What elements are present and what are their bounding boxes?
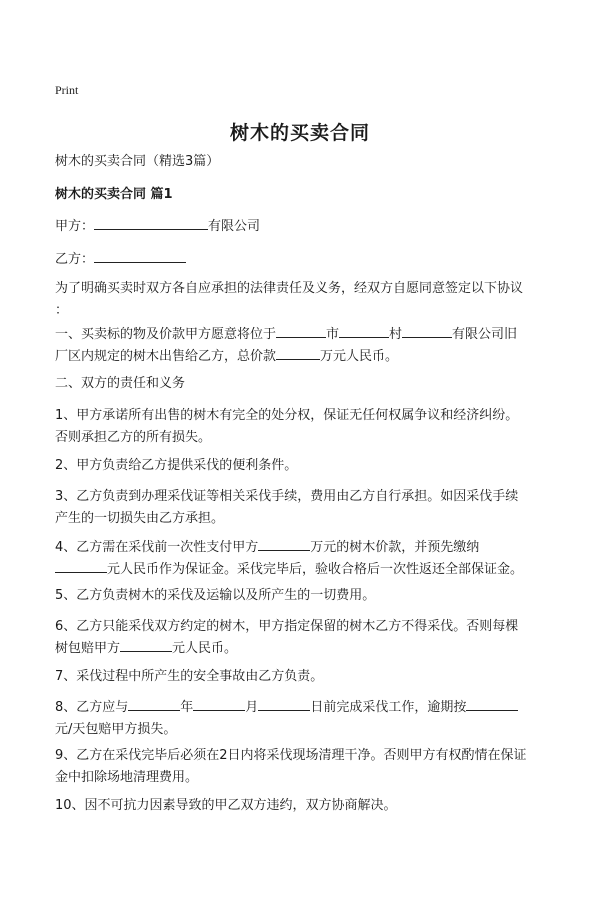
total-price-blank (276, 346, 320, 360)
item-8 (55, 697, 550, 741)
item-3-line-2: 产生的一切损失由乙方承担。 (55, 511, 225, 526)
document-subtitle: 树木的买卖合同（精选3篇） (55, 154, 220, 169)
item-9-line-1: 9、乙方在采伐完毕后必须在2日内将采伐现场清理干净。否则甲方有权酌情在保证 (55, 748, 527, 763)
item-8-line-1 (55, 697, 550, 719)
compensation-blank (120, 638, 172, 652)
party-a-blank (94, 216, 208, 230)
item-4-line-1 (55, 537, 550, 559)
party-a-label: 甲方： (55, 219, 95, 234)
party-b-line (55, 248, 550, 271)
clause-one-text-6: 万元人民币。 (320, 349, 399, 364)
village-blank (339, 324, 389, 338)
company-blank (402, 324, 452, 338)
item-9 (55, 745, 550, 789)
clause-one-text-2: 市 (326, 327, 340, 342)
item-2: 2、甲方负责给乙方提供采伐的便利条件。 (55, 458, 298, 473)
intro-line-1: 为了明确买卖时双方各自应承担的法律责任及义务，经双方自愿同意签定以下协议 (55, 281, 524, 296)
item-8-text-3: 月 (245, 700, 259, 715)
clause-one-text-5: 厂区内规定的树木出售给乙方，总价款 (55, 349, 277, 364)
item-3 (55, 486, 550, 530)
item-6-line-1: 6、乙方只能采伐双方约定的树木，甲方指定保留的树木乙方不得采伐。否则每棵 (55, 619, 519, 634)
item-6-text-2: 元人民币。 (172, 641, 238, 656)
clause-one-text-1: 一、买卖标的物及价款甲方愿意将位于 (55, 327, 277, 342)
item-4-line-2 (55, 559, 550, 581)
intro-paragraph (55, 278, 550, 322)
item-6-text-1: 树包赔甲方 (55, 641, 121, 656)
item-7: 7、采伐过程中所产生的安全事故由乙方负责。 (55, 669, 324, 684)
item-9-line-2: 金中扣除场地清理费用。 (55, 770, 199, 785)
item-3-line-1: 3、乙方负责到办理采伐证等相关采伐手续，费用由乙方自行承担。如因采伐手续 (55, 489, 519, 504)
clause-one-paragraph (55, 324, 550, 368)
item-8-line-2: 元/天包赔甲方损失。 (55, 722, 177, 737)
item-6-line-2 (55, 638, 550, 660)
party-b-label: 乙方： (55, 252, 95, 267)
item-8-text-1: 8、乙方应与 (55, 700, 129, 715)
item-4-text-1: 4、乙方需在采伐前一次性支付甲方 (55, 540, 259, 555)
item-8-text-2: 年 (180, 700, 194, 715)
item-6 (55, 616, 550, 660)
clause-one-line-1 (55, 324, 550, 346)
day-blank (258, 697, 310, 711)
tree-price-blank (258, 537, 310, 551)
clause-one-text-4: 有限公司旧 (452, 327, 518, 342)
item-10: 10、因不可抗力因素导致的甲乙双方违约，双方协商解决。 (55, 798, 397, 813)
intro-line-2: ： (55, 303, 69, 318)
item-1-line-2: 否则承担乙方的所有损失。 (55, 430, 212, 445)
item-4-text-2: 万元的树木价款，并预先缴纳 (310, 540, 480, 555)
section-heading: 树木的买卖合同 篇1 (55, 187, 173, 202)
document-title: 树木的买卖合同 (229, 122, 370, 144)
clause-one-line-2 (55, 346, 550, 368)
city-blank (276, 324, 326, 338)
item-1 (55, 405, 550, 449)
daily-penalty-blank (466, 697, 518, 711)
party-a-line (55, 215, 550, 238)
item-4 (55, 537, 550, 581)
party-a-suffix: 有限公司 (208, 219, 261, 234)
print-label: Print (55, 83, 79, 97)
party-b-blank (94, 249, 186, 263)
deposit-blank (55, 559, 107, 573)
item-1-line-1: 1、甲方承诺所有出售的树木有完全的处分权，保证无任何权属争议和经济纠纷。 (55, 408, 519, 423)
clause-one-text-3: 村 (389, 327, 403, 342)
clause-two-heading: 二、双方的责任和义务 (55, 376, 186, 391)
month-blank (193, 697, 245, 711)
item-8-text-4: 日前完成采伐工作，逾期按 (310, 700, 467, 715)
item-4-text-3: 元人民币作为保证金。采伐完毕后，验收合格后一次性返还全部保证金。 (107, 562, 524, 577)
item-5: 5、乙方负责树木的采伐及运输以及所产生的一切费用。 (55, 588, 376, 603)
year-blank (128, 697, 180, 711)
